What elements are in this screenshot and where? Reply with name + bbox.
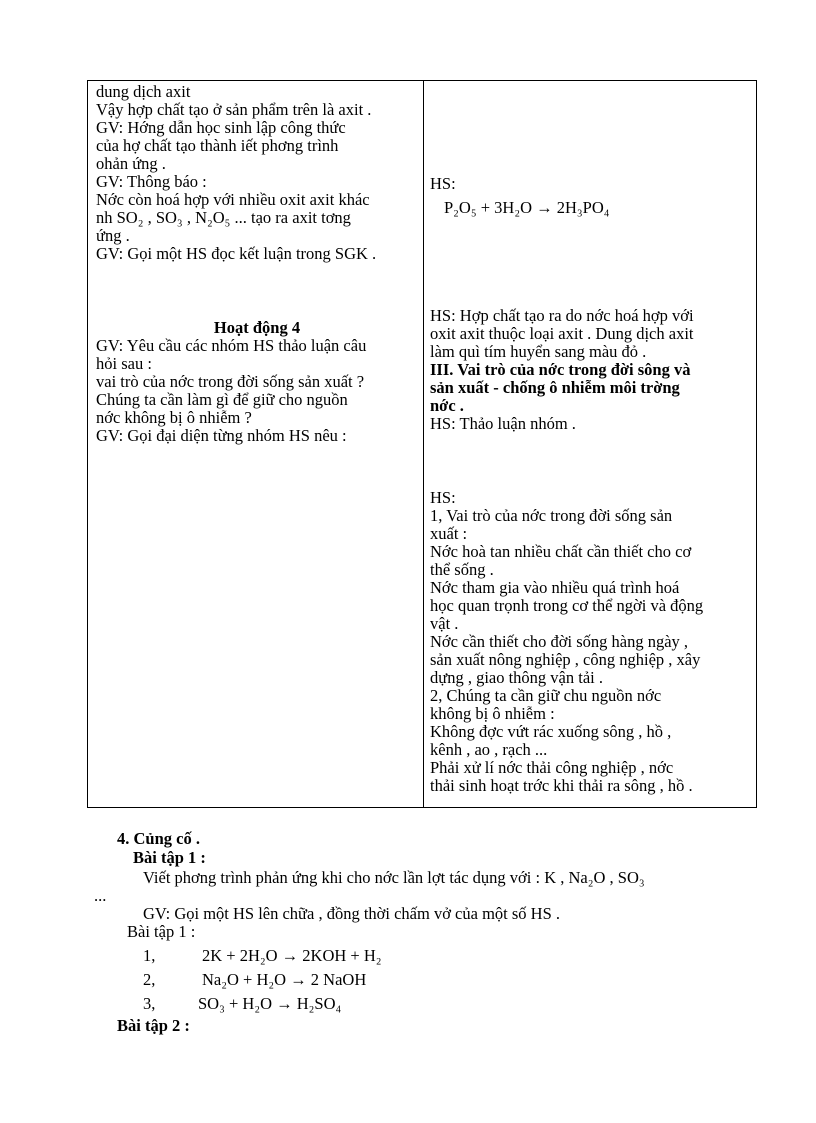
exercise-title: Bài tập 2 : (117, 1016, 190, 1035)
section-heading: 4. Củng cố . (117, 829, 200, 848)
right-block-formula (430, 175, 752, 217)
formula-p2o5: P₂O₅ + 3H₂O → 2H₃PO₄ (444, 198, 610, 217)
column-divider (423, 81, 424, 807)
text-line: ứng . (96, 226, 130, 245)
answer-number: 2, (143, 970, 156, 989)
text-line: Nớc còn hoá hợp với nhiều oxit axit khác (96, 190, 370, 209)
text-line: GV: Hớng dẫn học sinh lập công thức (96, 118, 346, 137)
section-title: III. Vai trò của nớc trong đời sông và (430, 360, 691, 379)
text-line: học quan trọnh trong cơ thể ngời và động (430, 596, 704, 615)
text-line: GV: Gọi đại diện từng nhóm HS nêu : (96, 426, 347, 445)
text-line: HS: (430, 488, 456, 507)
text-line: ohản ứng . (96, 154, 166, 173)
hs-label: HS: (430, 174, 456, 193)
ellipsis: ... (94, 886, 107, 905)
answer-equation: 2K + 2H₂O → 2KOH + H₂ (202, 946, 382, 965)
text-line: dung dịch axit (96, 82, 191, 101)
right-block-conclusion (430, 307, 752, 433)
exercise-text: Viết phơng trình phản ứng khi cho nớc lần lợt tác dụng với : K , Na₂O , SO₃ (143, 868, 645, 887)
answer-number: 1, (143, 946, 156, 965)
text-line: Không đợc vứt rác xuống sông , hồ , (430, 722, 672, 741)
text-line: GV: Gọi một HS đọc kết luận trong SGK . (96, 244, 377, 263)
answer-equation: SO₃ + H₂O → H₂SO₄ (198, 994, 342, 1013)
text-line: 1, Vai trò của nớc trong đời sống sản (430, 506, 673, 525)
text-line: GV: Thông báo : (96, 172, 207, 191)
text-line: không bị ô nhiễm : (430, 704, 555, 723)
text-line: của hợ chất tạo thành iết phơng trình (96, 136, 339, 155)
text-line: dựng , giao thông vận tải . (430, 668, 604, 687)
text-line: vật . (430, 614, 459, 633)
right-block-answers (430, 489, 752, 795)
answer-equation: Na₂O + H₂O → 2 NaOH (202, 970, 367, 989)
text-line: thể sống . (430, 560, 494, 579)
section-title: sản xuất - chống ô nhiễm môi trờng (430, 378, 680, 397)
spacer (96, 263, 418, 319)
left-column (96, 83, 418, 445)
text-line: kênh , ao , rạch ... (430, 740, 548, 759)
text-line: Phải xử lí nớc thải công nghiệp , nớc (430, 758, 674, 777)
text-line: thải sinh hoạt trớc khi thải ra sông , hồ . (430, 776, 693, 795)
text-line: xuất : (430, 524, 468, 543)
activity-heading: Hoạt động 4 (213, 318, 301, 337)
answer-title: Bài tập 1 : (127, 922, 196, 941)
text-line: HS: Hợp chất tạo ra do nớc hoá hợp với (430, 306, 694, 325)
text-line: Nớc tham gia vào nhiều quá trình hoá (430, 578, 680, 597)
text-line: Chúng ta cần làm gì để giữ cho nguồn (96, 390, 348, 409)
text-line: nớc không bị ô nhiễm ? (96, 408, 252, 427)
text-line: hỏi sau : (96, 354, 152, 373)
text-line: 2, Chúng ta cần giữ chu nguồn nớc (430, 686, 662, 705)
exercise-title: Bài tập 1 : (133, 848, 206, 867)
text-line: oxit axit thuộc loại axit . Dung dịch axit (430, 324, 694, 343)
section-title: nớc . (430, 396, 464, 415)
text-line: làm quì tím huyển sang màu đỏ . (430, 342, 647, 361)
lesson-table (87, 80, 757, 808)
text-line: Nớc cần thiết cho đời sống hàng ngày , (430, 632, 689, 651)
text-line: HS: Thảo luận nhóm . (430, 414, 576, 433)
text-line: sản xuất nông nghiệp , công nghiệp , xây (430, 650, 701, 669)
text-line: nh SO₂ , SO₃ , N₂O₅ ... tạo ra axit tơng (96, 208, 351, 227)
gv-instruction: GV: Gọi một HS lên chữa , đồng thời chấm vở của một số HS . (143, 904, 561, 923)
text-line: GV: Yêu cầu các nhóm HS thảo luận câu (96, 336, 367, 355)
answer-number: 3, (143, 994, 156, 1013)
text-line: Vậy hợp chất tạo ở sản phẩm trên là axit . (96, 100, 372, 119)
text-line: Nớc hoà tan nhiều chất cần thiết cho cơ (430, 542, 692, 561)
text-line: vai trò của nớc trong đời sống sản xuất ? (96, 372, 365, 391)
